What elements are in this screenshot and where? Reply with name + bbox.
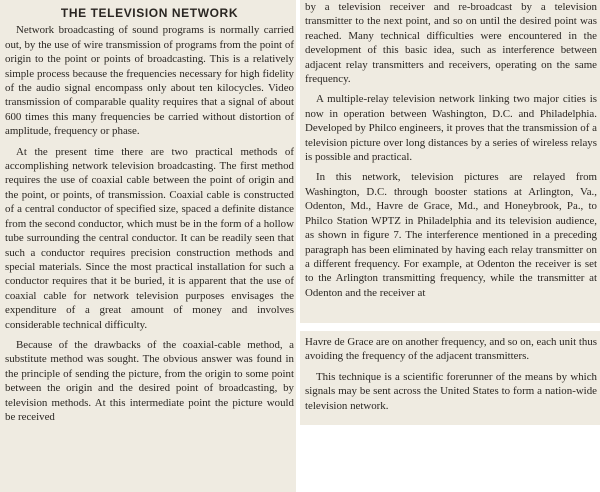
paragraph: This technique is a scientific forerunner of the means by which signals may be sent across the United States to form a nation-wide television network.	[305, 370, 597, 412]
paragraph: Network broadcasting of sound programs is normally carried out, by the use of wire transmission of programs from the point of origin to the point or points of broadcasting. This is a relatively simple process because the frequencies necessary for high fidelity of the audio signal encompass only about ten kilocycles. Video transmission of comparable quality requires that a signal of about 600 times this many frequencies be carried without distortion of amplitude, frequency or phase.	[5, 24, 294, 138]
left-column	[0, 0, 296, 492]
article-title: THE TELEVISION NETWORK	[60, 6, 239, 20]
paragraph: Because of the drawbacks of the coaxial-cable method, a substitute method was sought. The obvious answer was found in the principle of sending the picture, from the origin to some point between the origin and the desired point of broadcasting, by television methods. At this intermediate point the picture would be received	[5, 338, 294, 423]
paragraph: A multiple-relay television network linking two major cities is now in operation between Washington, D.C. and Philadelphia. Developed by Philco engineers, it proves that the transmission of a television picture over long distances by a series of wireless relays is possible and practical.	[305, 93, 597, 164]
paragraph: by a television receiver and re-broadcast by a television transmitter to the next point, and so on until the desired point was reached. Many technical difficulties were encountered in the development of this basic idea, such as interference between adjacent relay transmitters and receivers, operating on the same frequency.	[305, 1, 597, 86]
paragraph: Havre de Grace are on another frequency, and so on, each unit thus avoiding the frequency of the adjacent transmitters.	[305, 336, 598, 363]
right-column-top	[300, 0, 600, 323]
paragraph: At the present time there are two practical methods of accomplishing network television broadcasting. The first method requires the use of coaxial cable between the point of origin and the point, or points, of transmission. Coaxial cable is constructed of a central conductor of specified size, spaced a definite distance from the second conductor, which must be in the form of a hollow tube surrounding the central conductor. It can be readily seen that such a conductor requires precision construction methods and special materials. Since the most practical installation for such a conductor requires that it be buried, it is apparent that the use of coaxial cable for network television purposes envisages the expenditure of a great amount of money and involves considerable technical difficulty.	[5, 145, 294, 331]
paragraph: In this network, television pictures are relayed from Washington, D.C. through booster stations at Arlington, Va., Odenton, Md., Havre de Grace, Md., and Honeybrook, Pa., to Philco Station WPTZ in Philadelphia and its television audience, as shown in figure 7. The interference mentioned in a preceding paragraph has been eliminated by having each relay transmitter on a different frequency. For example, at Odenton the receiver is set to the Arlington transmitting frequency, while the transmitter at Odenton and the receiver at	[305, 171, 597, 299]
right-column-bottom	[300, 331, 600, 425]
